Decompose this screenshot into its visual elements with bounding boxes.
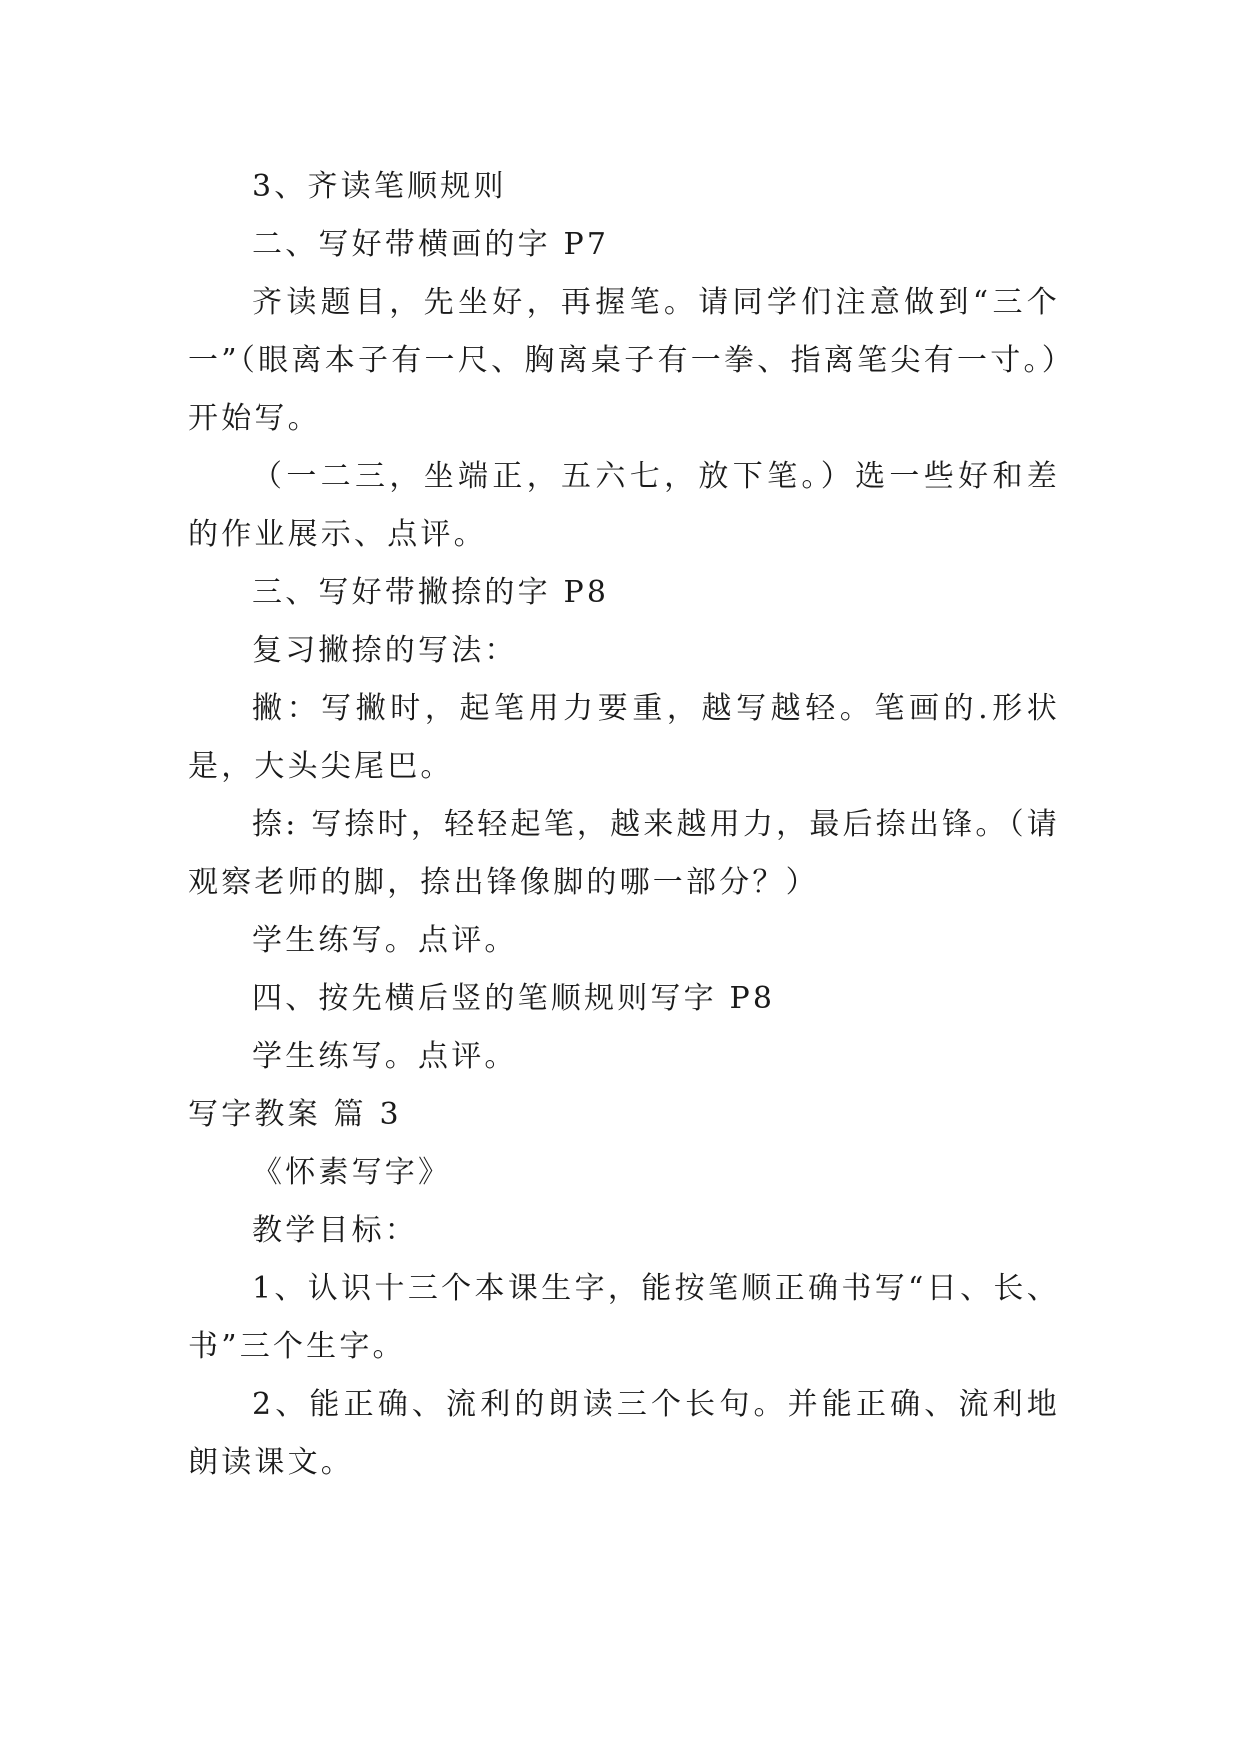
objective-item: 1、认识十三个本课生字，能按笔顺正确书写“日、长、书”三个生字。 (188, 1271, 1060, 1364)
paragraph-section-four-title: 四、按先横后竖的笔顺规则写字 P8 (252, 981, 776, 1016)
paragraph-stroke-order-rules: 3、齐读笔顺规则 (252, 169, 507, 204)
paragraph-review-strokes: 复习撇捺的写法： (252, 633, 518, 668)
document-body (188, 158, 1060, 1492)
paragraph-practice-one: 学生练写。点评。 (252, 923, 518, 958)
paragraph-posture-instructions: 齐读题目，先坐好，再握笔。请同学们注意做到“三个一”（眼离本子有一尺、胸离桌子有一拳、指离笔尖有一寸。）开始写。 (188, 285, 1060, 436)
objective-item: 2、能正确、流利的朗读三个长句。并能正确、流利地朗读课文。 (188, 1387, 1060, 1480)
section-heading: 写字教案 篇 3 (188, 1097, 402, 1132)
objectives-label: 教学目标： (252, 1213, 418, 1248)
paragraph-practice-two: 学生练写。点评。 (252, 1039, 518, 1074)
paragraph-section-two-title: 二、写好带横画的字 P7 (252, 227, 610, 262)
paragraph-section-three-title: 三、写好带撇捺的字 P8 (252, 575, 610, 610)
paragraph-na-stroke: 捺: 写捺时，轻轻起笔，越来越用力，最后捺出锋。（请观察老师的脚，捺出锋像脚的哪一部分？） (188, 807, 1060, 900)
paragraph-pie-stroke: 撇：写撇时，起笔用力要重，越写越轻。笔画的.形状是，大头尖尾巴。 (188, 691, 1060, 784)
lesson-title: 《怀素写字》 (252, 1155, 452, 1190)
paragraph-chant-and-review: （一二三，坐端正，五六七，放下笔。）选一些好和差的作业展示、点评。 (188, 459, 1060, 552)
